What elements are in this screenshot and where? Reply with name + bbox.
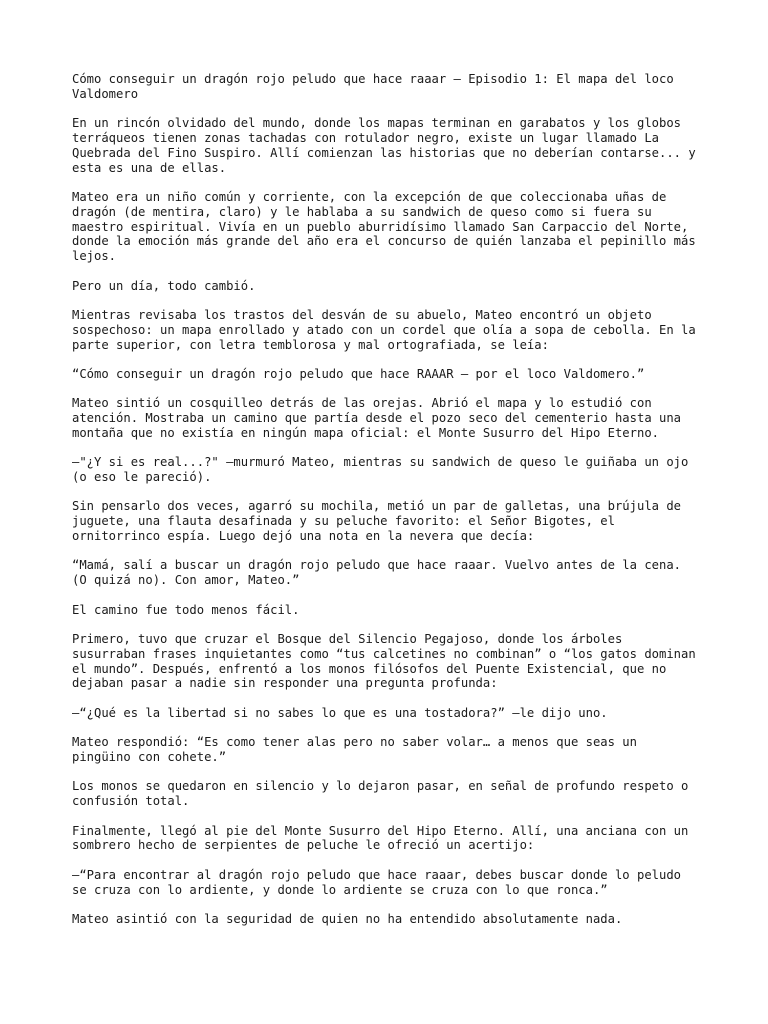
paragraph-monkeys: Los monos se quedaron en silencio y lo dejaron pasar, en señal de profundo respeto o confusión total. xyxy=(72,779,689,809)
paragraph-backpack: Sin pensarlo dos veces, agarró su mochila, metió un par de galletas, una brújula de juguete, una flauta desafinada y su peluche favorito: el Señor Bigotes, el ornitorrinco espía. Luego dejó una nota en la nevera que decía: xyxy=(72,499,682,544)
paragraph-intro: En un rincón olvidado del mundo, donde los mapas terminan en garabatos y los globos terráqueos tienen zonas tachadas con rotulador negro, existe un lugar llamado La Quebrada del Fino Suspiro. Allí comienzan las historias que no deberían contarse... y esta es una de ellas. xyxy=(72,116,696,175)
paragraph-note: “Mamá, salí a buscar un dragón rojo peludo que hace raaar. Vuelvo antes de la cena. (O quizá no). Con amor, Mateo.” xyxy=(72,558,682,588)
paragraph-map-study: Mateo sintió un cosquilleo detrás de las orejas. Abrió el mapa y lo estudió con atención. Mostraba un camino que partía desde el pozo seco del cementerio hasta una montaña que no existía en ningún mapa oficial: el Monte Susurro del Hipo Eterno. xyxy=(72,396,682,440)
document-title: Cómo conseguir un dragón rojo peludo que hace raaar — Episodio 1: El mapa del loco Valdomero xyxy=(72,72,674,101)
paragraph-murmur: —"¿Y si es real...?" —murmuró Mateo, mientras su sandwich de queso le guiñaba un ojo (o eso le pareció). xyxy=(72,455,689,485)
paragraph-answer: Mateo respondió: “Es como tener alas pero no saber volar… a menos que seas un pingüino con cohete.” xyxy=(72,735,637,765)
paragraph-attic: Mientras revisaba los trastos del desván de su abuelo, Mateo encontró un objeto sospechoso: un mapa enrollado y atado con un cordel que olía a sopa de cebolla. En la parte superior, con letra temblorosa y mal ortografiada, se leía: xyxy=(72,307,696,352)
paragraph-forest: Primero, tuvo que cruzar el Bosque del Silencio Pegajoso, donde los árboles susurraban frases inquietantes como “tus calcetines no combinan” o “los gatos dominan el mundo”. Después, enfrentó a los monos filósofos del Puente Existencial, que no dejaban pasar a nadie sin responder una pregunta profunda: xyxy=(72,632,696,691)
paragraph-riddle: —“Para encontrar al dragón rojo peludo que hace raaar, debes buscar donde lo peludo se cruza con lo ardiente, y donde lo ardiente se cruza con lo que ronca.” xyxy=(72,867,682,897)
paragraph-mateo: Mateo era un niño común y corriente, con la excepción de que coleccionaba uñas de dragón (de mentira, claro) y le hablaba a su sandwich de queso como si fuera su maestro espiritual. Vivía en un pueblo aburridísimo llamado San Carpaccio del Norte, donde la emoción más grande del año era el concurso de quién lanzaba el pepinillo más lejos. xyxy=(72,189,696,264)
paragraph-road: El camino fue todo menos fácil. xyxy=(72,602,300,617)
document-page xyxy=(72,72,702,941)
paragraph-change: Pero un día, todo cambió. xyxy=(72,278,256,293)
paragraph-nod: Mateo asintió con la seguridad de quien no ha entendido absolutamente nada. xyxy=(72,911,623,926)
paragraph-mountain: Finalmente, llegó al pie del Monte Susurro del Hipo Eterno. Allí, una anciana con un sombrero hecho de serpientes de peluche le ofreció un acertijo: xyxy=(72,823,689,853)
paragraph-question: —“¿Qué es la libertad si no sabes lo que es una tostadora?” —le dijo uno. xyxy=(72,705,608,720)
paragraph-map-title: “Cómo conseguir un dragón rojo peludo que hace RAAAR — por el loco Valdomero.” xyxy=(72,366,645,381)
